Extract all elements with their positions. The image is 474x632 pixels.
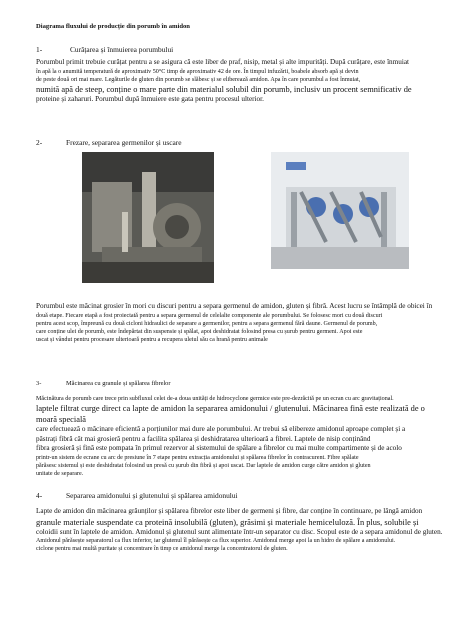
milling-equipment-photo [82,152,214,283]
paragraph-line: proteine și zaharuri. Porumbul după înmuiere este gata pentru procesul ulterior. [36,94,264,103]
section-3-paragraph [36,395,446,478]
paragraph-line: păstrați fibră cât mai grosieră pentru a facilita spălarea și deshidratarea ulterioară a fibrei. Laptele de nisip conținând [36,434,371,443]
paragraph-line: de peste două ori mai mare. Legăturile de gluten din porumb se slăbesc și se eliberează amidon. Apa în care porumbul a fost înmuiat, [36,76,361,83]
paragraph-line: în apă la o anumită temperatură de aproximativ 50°C timp de aproximativ 42 de ore. În timpul infuzării, boabele absorb apă și devin [36,68,359,75]
paragraph-line: pentru acest scop, împreună cu două cicloni hidraulici de separare a germenilor, pentru a separa germenul fără daune. Germenul de porumb, [36,320,378,327]
paragraph-line: Porumbul este măcinat grosier în mori cu discuri pentru a separa germenul de amidon, gluten și fibră. Acest lucru se întâmplă de obicei în [36,302,433,310]
section-title: Curățarea și înmuierea porumbului [70,45,174,54]
section-number: 2- [36,138,43,147]
paragraph-line: Măcinătura de porumb care trece prin subfluxul celei de-a doua unități de hidrocyclone germice este pre-dezrăcită pe un ecran cu arc gravitațional. [36,396,394,402]
section-number: 4- [36,491,43,500]
section-4-paragraph [36,507,446,553]
section-2-heading [36,138,182,147]
section-2-paragraph [36,302,446,344]
paragraph-line: printr-un sistem de ecrane cu arc de presiune în 7 etape pentru extracția amidonului și spălarea fibrelor în contracurent. Fibre spălate [36,454,359,461]
section-title: Frezare, separarea germenilor și uscare [66,138,182,147]
paragraph-line: care efectuează o măcinare eficientă a porțiunilor mai dure ale porumbului. Ar trebui să elibereze amidonul aproape complet și a [36,425,406,434]
paragraph-line: ciclone pentru mai multă puritate și concentrare în timp ce amidonul merge la concentratorul de gluten. [36,546,288,553]
section-title: Măcinarea cu granule și spălarea fibrelor [66,380,171,387]
section-1-paragraph [36,58,446,104]
hydrocyclone-unit-photo [271,152,409,269]
section-number: 1- [36,45,43,54]
paragraph-line: Lapte de amidon din măcinarea grăunților și spălarea fibrelor este liber de germeni și fibre, dar conține în continuare, pe lângă amidon [36,507,423,515]
section-1-heading [36,45,173,54]
section-3-heading [36,380,171,387]
section-number: 3- [36,380,42,387]
paragraph-line: numită apă de steep, conține o mare parte din materialul solubil din porumb, inclusiv un procent semnificativ de [36,84,412,94]
paragraph-line: coloidii sunt în laptele de amidon. Amidonul și glutenul sunt alimentate într-un separator cu disc. Scopul este de a separa amidonul de gluten. [36,527,443,536]
section-4-heading [36,491,238,500]
paragraph-line: uscat și vândut pentru procesare ulterioară pentru a recupera uleiul său ca hrană pentru animale [36,336,268,343]
section-title: Separarea amidonului și glutenului și spălarea amidonului [66,491,238,500]
paragraph-line: laptele filtrat curge direct ca lapte de amidon la separarea amidonului / glutenului. Măcinarea fină este realizată de o moară specială [36,404,425,425]
paragraph-line: care conține ulei de porumb, este îndepărtat din suspensie și spălat, apoi deshidratat folosind presa cu șurub pentru germeni. Apoi este [36,328,363,335]
document-title: Diagrama fluxului de producție din porumb în amidon [36,23,190,30]
paragraph-line: unitate de separare. [36,470,84,477]
paragraph-line: Porumbul primit trebuie curățat pentru a se asigura că este liber de praf, nisip, metal și alte impurități. După curățare, este înmuiat [36,58,410,66]
paragraph-line: două etape. Fiecare etapă a fost proiectată pentru a separa germenul de celelalte componente ale porumbului. Se folosesc mori cu două discuri [36,312,383,319]
paragraph-line: granule materiale suspendate ca proteină insolubilă (gluten), grăsimi și materiale hemiceluloză. În plus, solubile și [36,517,419,527]
paragraph-line: fibra grosieră și fină este pompata în primul rezervor al sistemului de spălare a fibrelor cu mai multe compartimente și de acolo [36,444,402,453]
paragraph-line: Amidonul părăsește separatorul ca flux inferior, iar glutenul îl părăsește ca flux superior. Amidonul merge apoi la un hidro de spălare a amidonului. [36,538,396,545]
paragraph-line: părăsesc sistemul și este deshidratat folosind un presă cu șurub din fibră și apoi uscat. Dar laptele de amidon curge către amidon și gluten [36,462,371,469]
